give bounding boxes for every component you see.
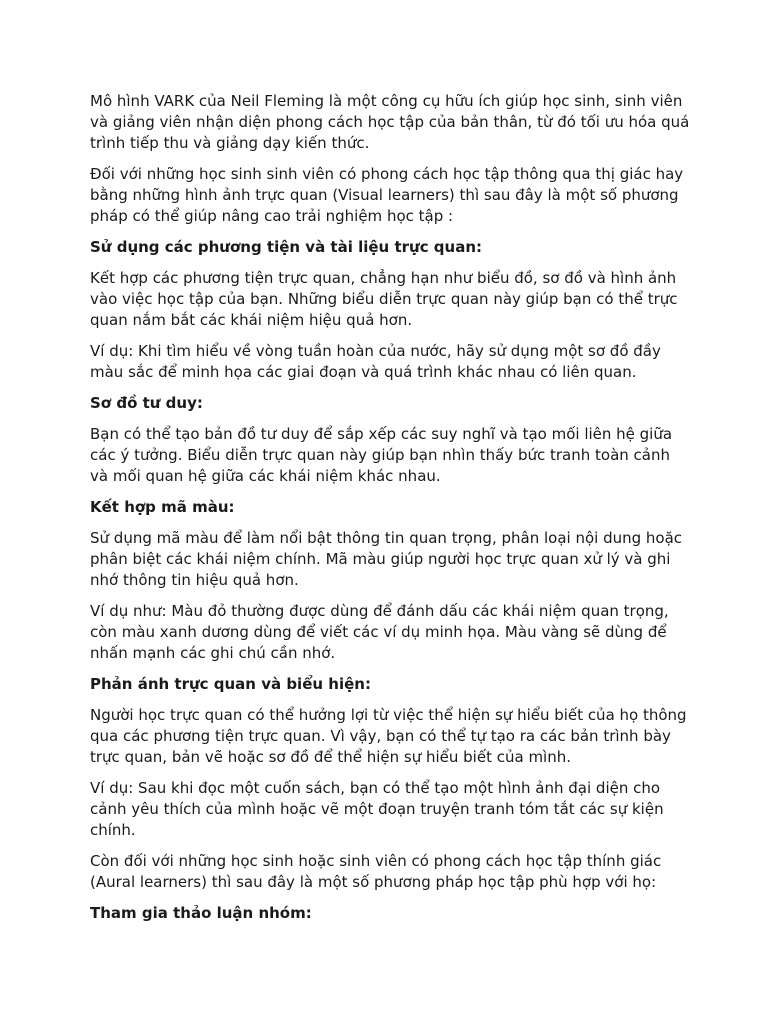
- aural-learners-paragraph: Còn đối với những học sinh hoặc sinh viên có phong cách học tập thính giác (Aural learners) thì sau đây là một số phương pháp học tập phù hợp với họ:: [90, 852, 662, 891]
- visual-reflection-example: Ví dụ: Sau khi đọc một cuốn sách, bạn có thể tạo một hình ảnh đại diện cho cảnh yêu thích của mình hoặc vẽ một đoạn truyện tranh tóm tắt các sự kiện chính.: [90, 779, 664, 839]
- color-coding-paragraph: Sử dụng mã màu để làm nổi bật thông tin quan trọng, phân loại nội dung hoặc phân biệt các khái niệm chính. Mã màu giúp người học trực quan xử lý và ghi nhớ thông tin hiệu quả hơn.: [90, 529, 683, 589]
- mind-map-paragraph: Bạn có thể tạo bản đồ tư duy để sắp xếp các suy nghĩ và tạo mối liên hệ giữa các ý tưởng. Biểu diễn trực quan này giúp bạn nhìn thấy bức tranh toàn cảnh và mối quan hệ giữa các khái niệm khác nhau.: [90, 425, 673, 485]
- section-heading-visual-reflection: Phản ánh trực quan và biểu hiện:: [90, 675, 371, 693]
- section-heading-visual-materials: Sử dụng các phương tiện và tài liệu trực quan:: [90, 238, 483, 256]
- section-heading-color-coding: Kết hợp mã màu:: [90, 498, 235, 516]
- section-heading-mind-map: Sơ đồ tư duy:: [90, 394, 203, 412]
- visual-learners-paragraph: Đối với những học sinh sinh viên có phong cách học tập thông qua thị giác hay bằng những hình ảnh trực quan (Visual learners) thì sau đây là một số phương pháp có thể giúp nâng cao trải nghiệm học tập :: [90, 165, 684, 225]
- visual-materials-paragraph: Kết hợp các phương tiện trực quan, chẳng hạn như biểu đồ, sơ đồ và hình ảnh vào việc học tập của bạn. Những biểu diễn trực quan này giúp bạn có thể trực quan nắm bắt các khái niệm hiệu quả hơn.: [90, 269, 678, 329]
- color-coding-example: Ví dụ như: Màu đỏ thường được dùng để đánh dấu các khái niệm quan trọng, còn màu xanh dương dùng để viết các ví dụ minh họa. Màu vàng sẽ dùng để nhấn mạnh các ghi chú cần nhớ.: [90, 602, 669, 662]
- visual-reflection-paragraph: Người học trực quan có thể hưởng lợi từ việc thể hiện sự hiểu biết của họ thông qua các phương tiện trực quan. Vì vậy, bạn có thể tự tạo ra các bản trình bày trực quan, bản vẽ hoặc sơ đồ để thể hiện sự hiểu biết của mình.: [90, 706, 687, 766]
- document-page: [90, 91, 690, 934]
- section-heading-group-discussion: Tham gia thảo luận nhóm:: [90, 904, 312, 922]
- visual-materials-example: Ví dụ: Khi tìm hiểu về vòng tuần hoàn của nước, hãy sử dụng một sơ đồ đầy màu sắc để minh họa các giai đoạn và quá trình khác nhau có liên quan.: [90, 342, 661, 381]
- intro-paragraph: Mô hình VARK của Neil Fleming là một công cụ hữu ích giúp học sinh, sinh viên và giảng viên nhận diện phong cách học tập của bản thân, từ đó tối ưu hóa quá trình tiếp thu và giảng dạy kiến thức.: [90, 92, 690, 152]
